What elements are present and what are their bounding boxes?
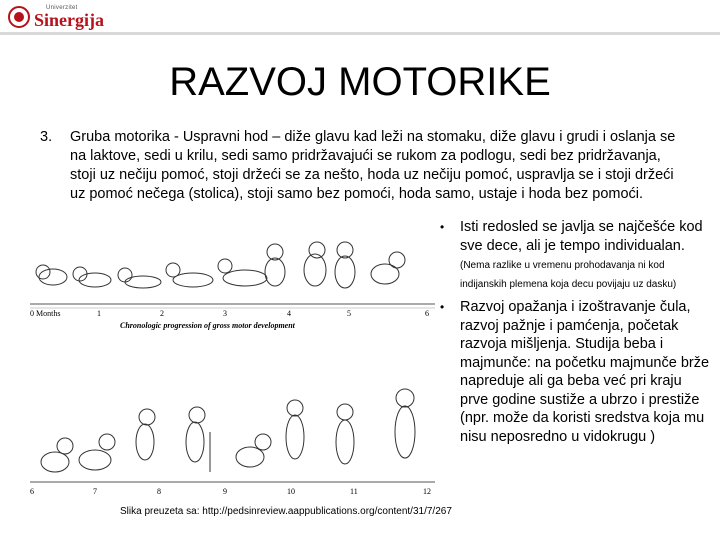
- tick-label: 2: [160, 309, 164, 318]
- baby-illustrations-row2: [41, 389, 415, 472]
- bullet-list: [440, 218, 710, 446]
- figure-illustration: [25, 232, 440, 502]
- figure-title: Chronologic progression of gross motor development: [120, 321, 295, 330]
- university-logo: [8, 4, 104, 32]
- top-axis-ticks: [30, 309, 429, 318]
- main-paragraph: [40, 128, 690, 204]
- tick-label: 7: [93, 487, 97, 496]
- bullet-item: [440, 298, 710, 446]
- bullet-dot-icon: •: [440, 220, 445, 234]
- slide-title: RAZVOJ MOTORIKE: [169, 60, 551, 104]
- bullet-main-text: Isti redosled se javlja se najčešće kod sve dece, ali je tempo individualan.: [460, 219, 703, 254]
- tick-label: 10: [287, 487, 295, 496]
- tick-label: 6: [30, 487, 34, 496]
- image-source-caption: Slika preuzeta sa: http://pedsinreview.aappublications.org/content/31/7/267: [120, 506, 452, 517]
- tick-label: 3: [223, 309, 227, 318]
- tick-label: 0 Months: [30, 309, 61, 318]
- tick-label: 9: [223, 487, 227, 496]
- logo-name: Sinergija: [34, 10, 104, 30]
- bullet-note: (Nema razlike u vremenu prohodavanja ni kod indijanskih plemena koja decu povijaju uz dasku): [460, 260, 677, 290]
- tick-label: 8: [157, 487, 161, 496]
- paragraph-text: Gruba motorika - Uspravni hod – diže glavu kad leži na stomaku, diže glavu i grudi i oslanja se na laktove, sedi u krilu, sedi samo pridržavajući se rukom za podlogu, sedi bez pridržavanja, stoji uz nečiju pomoć, stoji držeći se za nešto, hoda uz nečiju pomoć, uspravlja se i stoji držeći uz pomoć nečega (stolica), stoji samo bez pomoći, hoda samo, ustaje i hoda bez pomoći.: [70, 129, 676, 202]
- bullet-item: [440, 218, 710, 292]
- logo-small-text: Univerzitet: [46, 5, 78, 11]
- tick-label: 12: [423, 487, 431, 496]
- logo-emblem-icon: [8, 6, 30, 28]
- tick-label: 4: [287, 309, 291, 318]
- bottom-axis-ticks: [30, 487, 431, 496]
- tick-label: 1: [97, 309, 101, 318]
- motor-development-figure: [25, 232, 440, 502]
- tick-label: 5: [347, 309, 351, 318]
- tick-label: 11: [350, 487, 358, 496]
- bullet-dot-icon: •: [440, 300, 445, 314]
- paragraph-number: 3.: [40, 129, 53, 145]
- bullet-main-text: Razvoj opažanja i izoštravanje čula, razvoj pažnje i pamćenja, početak razvoja mišljenja. Studija beba i majmunče: na početku majmunče brže napreduje ali ga beba već pri kraju prve godine sustiže a ubrzo i prestiže (npr. može da koristi sredstva koja mu nisu neposredno u vidokrugu ): [460, 299, 710, 445]
- baby-illustrations-row1: [36, 242, 405, 288]
- tick-label: 6: [425, 309, 429, 318]
- header-divider: [0, 32, 720, 35]
